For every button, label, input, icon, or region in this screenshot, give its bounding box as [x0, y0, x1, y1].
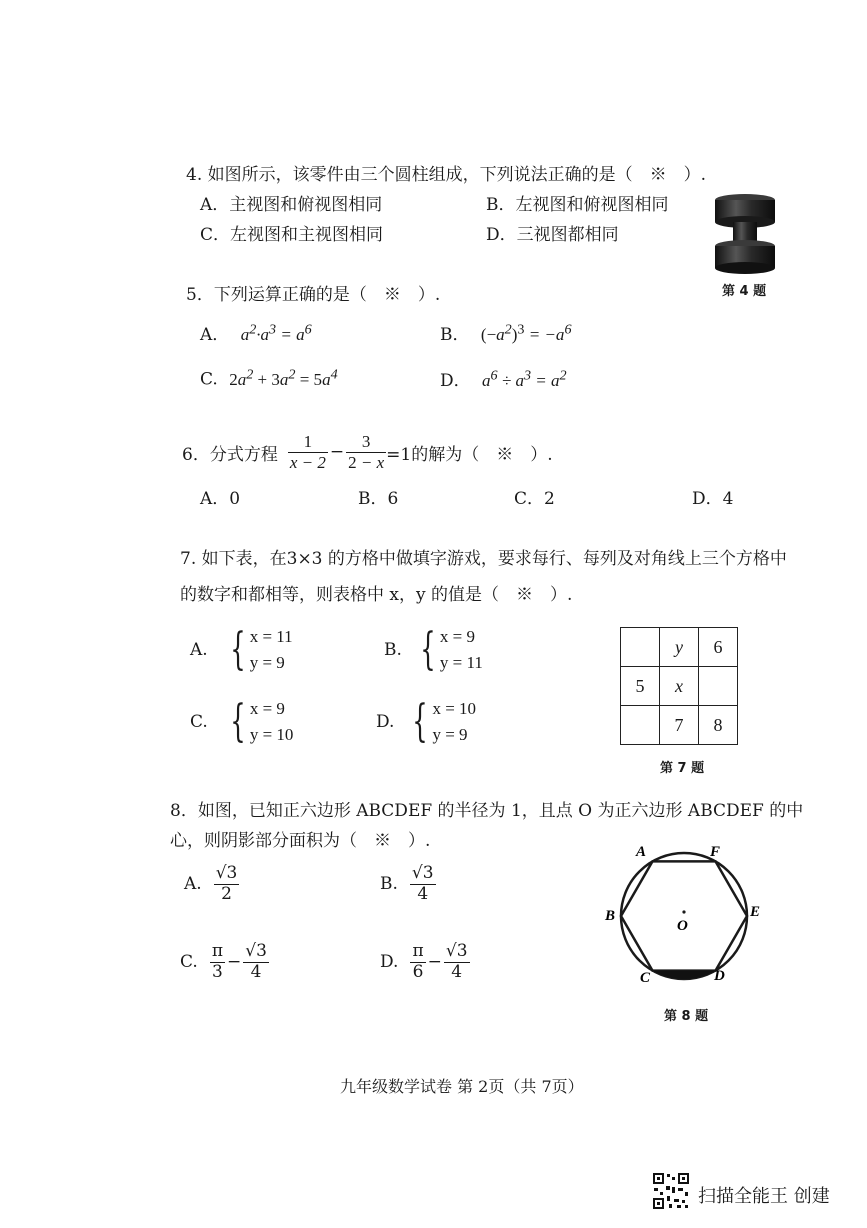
q5-option-c: C. $2a^2 + 3a^2 = 5a^4$	[200, 366, 338, 390]
q8-option-b: B. $\frac{√3}{4}$	[380, 863, 434, 904]
q6-option-c: C．2	[514, 489, 555, 509]
q4-option-b: B．左视图和俯视图相同	[486, 195, 669, 215]
grid-cell: 6	[699, 628, 738, 667]
q8-figure-caption: 第 8 题	[664, 1009, 709, 1024]
grid-cell: x	[660, 667, 699, 706]
q8-option-c: C. $\frac{\pi}{3}$ − $\frac{√3}{4}$	[180, 941, 267, 982]
grid-cell: 7	[660, 706, 699, 745]
grid-cell	[621, 706, 660, 745]
grid-cell	[621, 628, 660, 667]
q6-fraction-1: $\frac{1}{x - 2}$	[289, 432, 326, 472]
q8-stem-line2: 心，则阴影部分面积为（ ※ ）.	[170, 831, 431, 851]
q7-stem-line1: 7. 如下表，在3×3 的方格中做填字游戏，要求每行、每列及对角线上三个方格中	[180, 549, 787, 569]
vertex-label-b: B	[605, 908, 616, 924]
qr-code-icon	[652, 1172, 690, 1210]
q7-option-d: D. { x = 10 y = 9	[376, 696, 477, 747]
scanner-watermark-text: 扫描全能王 创建	[698, 1186, 830, 1207]
q7-stem-line2: 的数字和都相等，则表格中 x，y 的值是（ ※ ）.	[180, 585, 573, 605]
grid-cell	[699, 667, 738, 706]
q7-option-b: B. { x = 9 y = 11	[384, 624, 483, 675]
vertex-label-d: D	[714, 968, 725, 984]
q4-cylinder-part-figure	[712, 190, 778, 276]
vertex-label-c: C	[640, 970, 651, 986]
q5-stem: 5．下列运算正确的是（ ※ ）.	[186, 285, 441, 305]
q4-option-c: C．左视图和主视图相同	[200, 225, 384, 245]
q4-option-d: D．三视图都相同	[486, 225, 619, 245]
grid-cell: 8	[699, 706, 738, 745]
center-label-o: O	[677, 918, 688, 934]
q5-option-b: B． $(-a^2)^3 = -a^6$	[440, 321, 572, 345]
page-footer: 九年级数学试卷 第 2页（共 7页）	[340, 1077, 584, 1096]
q6-option-a: A．0	[200, 489, 241, 509]
q4-stem: 4. 如图所示，该零件由三个圆柱组成，下列说法正确的是（ ※ ）.	[186, 165, 707, 185]
q7-magic-square-grid	[620, 627, 738, 745]
q4-figure-caption: 第 4 题	[722, 284, 767, 299]
q7-option-c: C. { x = 9 y = 10	[190, 696, 294, 747]
q6-option-d: D．4	[692, 489, 734, 509]
q5-option-d: D． $a^6 \div a^3 = a^2$	[440, 367, 567, 391]
q8-stem-line1: 8．如图，已知正六边形 ABCDEF 的半径为 1，且点 O 为正六边形 ABCDEF 的中	[170, 801, 804, 821]
q8-option-a: A. $\frac{√3}{2}$	[184, 863, 238, 904]
vertex-label-f: F	[710, 844, 721, 860]
grid-cell: 5	[621, 667, 660, 706]
q8-hexagon-circle-figure	[598, 834, 778, 994]
q4-option-a: A．主视图和俯视图相同	[200, 195, 383, 215]
vertex-label-e: E	[750, 904, 761, 920]
vertex-label-a: A	[636, 844, 647, 860]
q8-option-d: D. $\frac{\pi}{6}$ − $\frac{√3}{4}$	[380, 941, 468, 982]
q7-option-a: A. { x = 11 y = 9	[190, 624, 293, 675]
q7-figure-caption: 第 7 题	[660, 761, 705, 776]
q6-stem: 6．分式方程 $\frac{1}{x - 2}$ − $\frac{3}{2 - x}$ =1的解为（ ※ ）.	[182, 432, 553, 472]
grid-cell: y	[660, 628, 699, 667]
q5-option-a: A． $a^2\cdot a^3 = a^6$	[200, 321, 312, 345]
q6-fraction-2: $\frac{3}{2 - x}$	[348, 432, 385, 472]
q6-option-b: B．6	[358, 489, 399, 509]
